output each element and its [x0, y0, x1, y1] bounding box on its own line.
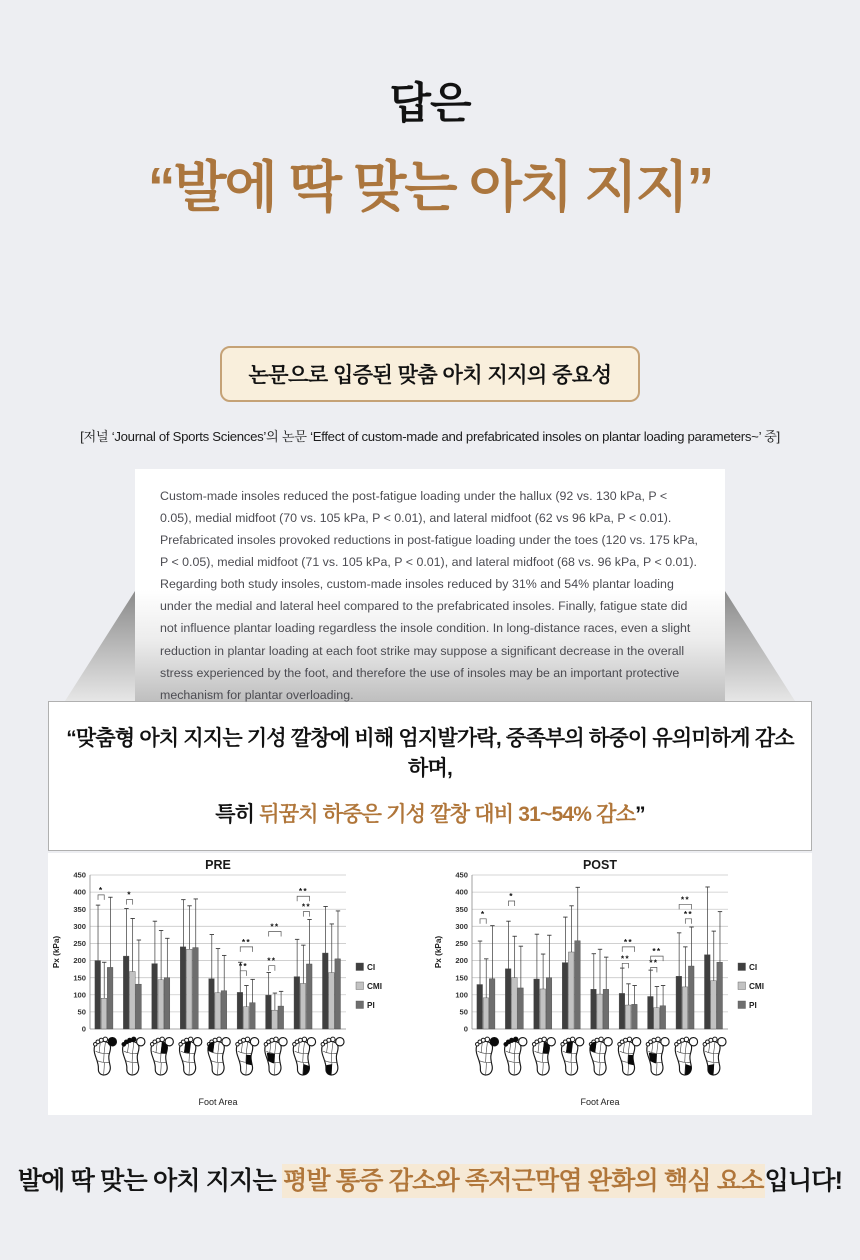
conclusion-suffix: 입니다! — [764, 1167, 843, 1195]
svg-text:CI: CI — [367, 962, 376, 972]
svg-text:**: ** — [298, 886, 308, 897]
abstract-box — [135, 469, 725, 701]
svg-text:Px (kPa): Px (kPa) — [434, 935, 443, 969]
svg-text:**: ** — [270, 921, 280, 932]
quote-line1: “맞춤형 아치 지지는 기성 깔창에 비해 엄지발가락, 중족부의 하중이 유의미하게 감소하며, — [66, 727, 794, 780]
svg-text:*: * — [509, 891, 514, 902]
svg-text:150: 150 — [73, 973, 86, 983]
svg-text:**: ** — [620, 953, 630, 964]
svg-text:250: 250 — [73, 939, 86, 949]
svg-text:0: 0 — [81, 1024, 86, 1034]
conclusion-line — [0, 1161, 860, 1197]
post-chart — [432, 859, 810, 1111]
svg-text:PI: PI — [749, 1000, 757, 1010]
svg-text:400: 400 — [73, 887, 86, 897]
pre-chart — [50, 859, 428, 1111]
svg-text:PRE: PRE — [205, 859, 231, 872]
svg-text:CMI: CMI — [749, 981, 765, 991]
svg-text:Foot Area: Foot Area — [580, 1097, 620, 1107]
svg-text:350: 350 — [73, 904, 86, 914]
svg-text:50: 50 — [77, 1007, 86, 1017]
svg-text:*: * — [98, 884, 104, 895]
svg-text:Foot Area: Foot Area — [198, 1097, 238, 1107]
svg-text:0: 0 — [463, 1024, 468, 1034]
svg-text:350: 350 — [455, 904, 468, 914]
svg-text:CMI: CMI — [367, 981, 383, 991]
svg-text:**: ** — [683, 908, 693, 919]
abstract-text: Custom-made insoles reduced the post-fatigue loading under the hallux (92 vs. 130 kPa, P < 0.05), medial midfoot (70 vs. 105 kPa, P < 0.01), and lateral midfoot (62 vs 96 kPa, P < 0.01). Prefabricated insoles provoked reductions in post-fatigue loading under the toes (120 vs. 175 kPa, P < 0.05), medial midfoot (71 vs. 105 kPa, P < 0.01), and lateral midfoot (68 vs. 96 kPa, P < 0.01). Regarding both study insoles, custom-made insoles reduced by 31% and 54% plantar loading under the medial and lateral heel compared to the prefabricated insoles. Finally, fatigue state did not influence plantar loading regardless the insole condition. In long-distance races, even a slight reduction in plantar loading at each foot strike may suppose a significant decrease in the overall stress experienced by the foot, and therefore the use of insoles may be an important protective mechanism for plantar overloading. — [160, 489, 698, 702]
abstract-section — [0, 469, 860, 701]
svg-text:**: ** — [649, 957, 659, 968]
charts-panel — [48, 853, 812, 1115]
svg-text:PI: PI — [367, 1000, 375, 1010]
svg-text:POST: POST — [582, 859, 618, 872]
svg-text:**: ** — [301, 901, 311, 912]
svg-text:100: 100 — [455, 990, 468, 1000]
svg-text:**: ** — [267, 955, 277, 966]
svg-text:200: 200 — [73, 956, 86, 966]
journal-citation: [저널 ‘Journal of Sports Sciences’의 논문 ‘Effect of custom-made and prefabricated insoles on plantar loading parameters~’ 중] — [80, 429, 780, 444]
svg-text:100: 100 — [73, 990, 86, 1000]
quote-box — [48, 701, 812, 851]
conclusion-highlight: 평발 통증 감소와 족저근막염 완화의 핵심 요소 — [282, 1164, 765, 1198]
svg-text:Px (kPa): Px (kPa) — [52, 935, 61, 969]
svg-text:**: ** — [238, 960, 248, 971]
quote-line2-highlight: 뒤꿈치 하중은 기성 깔창 대비 31~54% 감소 — [259, 803, 636, 826]
page-title: “발에 딱 맞는 아치 지지” — [147, 156, 713, 218]
svg-text:*: * — [127, 889, 132, 900]
svg-text:450: 450 — [455, 870, 468, 880]
svg-text:300: 300 — [455, 921, 468, 931]
svg-text:450: 450 — [73, 870, 86, 880]
proof-badge: 논문으로 입증된 맞춤 아치 지지의 중요성 — [220, 346, 639, 402]
svg-text:**: ** — [680, 894, 690, 905]
svg-text:*: * — [480, 908, 486, 919]
svg-text:CI: CI — [749, 962, 758, 972]
svg-text:300: 300 — [73, 921, 86, 931]
quote-line2-prefix: 특히 — [215, 803, 260, 826]
svg-text:200: 200 — [455, 956, 468, 966]
proof-badge-wrap — [0, 346, 860, 402]
svg-text:**: ** — [652, 946, 662, 957]
svg-text:150: 150 — [455, 973, 468, 983]
conclusion-prefix: 발에 딱 맞는 아치 지지는 — [17, 1167, 283, 1195]
svg-text:**: ** — [241, 936, 251, 947]
svg-text:250: 250 — [455, 939, 468, 949]
quote-line2-suffix: ” — [635, 803, 645, 826]
svg-text:400: 400 — [455, 887, 468, 897]
quote-line2 — [61, 798, 799, 828]
poster-page — [0, 70, 860, 1197]
svg-text:**: ** — [623, 936, 633, 947]
svg-text:50: 50 — [459, 1007, 468, 1017]
headline-answer: 답은 — [389, 80, 471, 128]
